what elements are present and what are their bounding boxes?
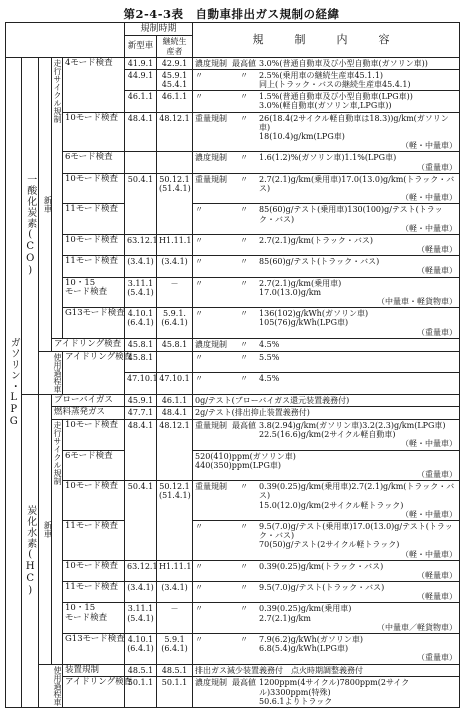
test-mode: アイドリング検査 xyxy=(63,677,125,708)
vehicle-class-note: （軽・中量車） xyxy=(401,193,457,203)
regulation-basis: 〃 xyxy=(240,374,249,384)
regulation-kind: 重量規制 xyxy=(195,174,228,184)
regulation-content xyxy=(193,308,460,339)
continued-date: 5.9.1 (6.4.1) xyxy=(157,634,193,665)
new-model-date: 50.4.1 xyxy=(125,481,157,561)
test-mode: 10モード検査 xyxy=(63,560,125,581)
table-row xyxy=(6,112,460,152)
table-row xyxy=(6,560,460,581)
regulation-content xyxy=(193,152,460,173)
test-mode: 10・15 モード検査 xyxy=(63,603,125,634)
regulation-content xyxy=(193,204,460,235)
regulation-text: 2.7(2.1)g/km(トラック・バス) xyxy=(259,235,374,245)
regulation-content xyxy=(193,450,460,481)
table-row xyxy=(6,677,460,708)
continued-date xyxy=(157,152,193,173)
regulation-text: 4.5% xyxy=(259,374,280,384)
continued-date xyxy=(157,351,193,373)
regulation-text: 2g/テスト(排出抑止装置義務付) xyxy=(195,408,310,418)
new-model-date: 3.11.1 (5.4.1) xyxy=(125,277,157,308)
new-model-date xyxy=(125,152,157,173)
vehicle-class-note: （軽・中量車） xyxy=(401,509,457,519)
continued-date: 50.12.1 (51.4.1) xyxy=(157,173,193,234)
test-mode: 11モード検査 xyxy=(63,204,125,235)
regulation-kind: 〃 xyxy=(195,70,204,80)
new-model-date: 44.9.1 xyxy=(125,69,157,90)
new-model-date: 48.4.1 xyxy=(125,420,157,481)
new-model-date: 48.4.1 xyxy=(125,112,157,152)
new-vehicle-label: 新車 xyxy=(39,57,52,351)
continued-date: 48.12.1 xyxy=(157,112,193,152)
regulation-basis: 〃 xyxy=(240,113,249,123)
new-vehicle-label: 新車 xyxy=(39,394,52,664)
test-mode: 11モード検査 xyxy=(63,520,125,560)
new-model-date: 46.1.1 xyxy=(125,91,157,112)
regulation-basis: 〃 xyxy=(240,92,249,102)
test-mode: アイドリング検査 xyxy=(63,351,125,394)
new-model-date: (3.4.1) xyxy=(125,582,157,603)
vehicle-class-note: （軽量車） xyxy=(417,245,457,255)
table-row xyxy=(6,351,460,373)
new-model-date: 50.1.1 xyxy=(125,677,157,708)
regulation-content xyxy=(193,173,460,204)
regulation-kind: 濃度規制 xyxy=(195,678,228,688)
regulation-kind: 重量規制 xyxy=(195,113,228,123)
table-row xyxy=(6,582,460,603)
regulation-kind: 〃 xyxy=(195,635,204,645)
test-mode: 6モード検査 xyxy=(63,152,125,173)
cycle-label: 走行サイクル規制 xyxy=(52,420,63,665)
vehicle-class-note: （重量車） xyxy=(417,162,457,172)
test-mode: アイドリング検査 xyxy=(52,338,125,351)
regulation-kind: 〃 xyxy=(195,521,204,531)
regulation-content xyxy=(193,234,460,255)
regulation-basis: 〃 xyxy=(240,352,249,362)
new-model-date: 45.8.1 xyxy=(125,338,157,351)
test-mode: 10・15 モード検査 xyxy=(63,277,125,308)
regulation-basis: 〃 xyxy=(240,309,249,319)
new-model-date: 63.12.1 xyxy=(125,234,157,255)
test-mode: 燃料蒸発ガス xyxy=(52,407,125,420)
header-row xyxy=(6,23,460,36)
regulation-basis: 最高値 xyxy=(232,678,257,688)
cycle-label: 走行サイクル規制 xyxy=(52,57,63,338)
regulation-kind: 濃度規制 xyxy=(195,153,228,163)
test-mode: 装置規制 xyxy=(63,664,125,677)
regulation-basis: 〃 xyxy=(240,205,249,215)
regulation-text: 85(60)g/テスト(トラック・バス) xyxy=(259,257,380,267)
new-model-date: 47.7.1 xyxy=(125,407,157,420)
regulation-kind: 〃 xyxy=(195,352,204,362)
continued-date: 45.8.1 xyxy=(157,338,193,351)
continued-date: 47.10.1 xyxy=(157,373,193,395)
regulation-text: 9.5(7.0)g/テスト(乗用車)17.0(13.0)g/テスト(トラック・バス) 70(50)g/テスト(2サイクル軽トラック) xyxy=(259,521,453,550)
regulation-content xyxy=(193,112,460,152)
regulation-kind: 〃 xyxy=(195,257,204,267)
regulation-text: 2.5%(乗用車の継続生産車45.1.1) 同上(トラック・バスの継続生産車45.4.1) xyxy=(259,70,411,90)
new-model-date: 4.10.1 (6.4.1) xyxy=(125,634,157,665)
regulation-basis: 〃 xyxy=(240,521,249,531)
regulation-content xyxy=(193,57,460,69)
regulation-kind: 〃 xyxy=(195,309,204,319)
vehicle-class-note: （重量車） xyxy=(417,653,457,663)
new-model-date: 45.9.1 xyxy=(125,394,157,407)
table-row xyxy=(6,481,460,521)
vehicle-class-note: （重量車） xyxy=(417,470,457,480)
regulation-content xyxy=(193,394,460,407)
regulation-text: 0.39(0.25)g/km(乗用車) 2.7(2.1)g/km xyxy=(259,604,352,623)
regulation-content xyxy=(193,256,460,277)
vehicle-class-note: （軽・中量車） xyxy=(401,549,457,559)
regulation-kind: 濃度規制 xyxy=(195,58,228,68)
regulation-text: 2.7(2.1)g/km(乗用車) 17.0(13.0)g/km xyxy=(259,278,342,297)
table-row xyxy=(6,204,460,235)
test-mode: 10モード検査 xyxy=(63,420,125,451)
table-row xyxy=(6,520,460,560)
regulation-text: 136(102)g/kWh(ガソリン車) 105(76)g/kWh(LPG車) xyxy=(259,309,369,328)
test-mode: 10モード検査 xyxy=(63,112,125,152)
continued-date: (3.4.1) xyxy=(157,582,193,603)
table-row xyxy=(6,152,460,173)
regulation-text: 排出ガス減少装置義務付 点火時期調整義務付 xyxy=(195,665,364,675)
continued-date: 50.1.1 xyxy=(157,677,193,708)
pollutant-label: 炭化水素(HC) xyxy=(22,394,39,707)
regulation-text: 26(18.4(2サイクル軽自動車は18.3))g/km(ガソリン車) 18(10.4)g/km(LPG車) xyxy=(259,113,449,142)
continued-date: 48.12.1 xyxy=(157,420,193,481)
regulation-text: 2.7(2.1)g/km(乗用車)17.0(13.0)g/km(トラック・バス) xyxy=(259,174,455,193)
new-model-date: 47.10.1 xyxy=(125,373,157,395)
table-row xyxy=(6,277,460,308)
regulation-kind: 〃 xyxy=(195,92,204,102)
regulation-text: 1.5%(普通自動車及び小型自動車(LPG車)) 3.0%(軽自動車(ガソリン車,LPG車)) xyxy=(259,92,413,111)
regulation-text: 0.39(0.25)g/km(乗用車)2.7(2.1)g/km(トラック・バス) 15.0(12.0)g/km(2サイクル軽トラック) xyxy=(259,482,455,510)
regulation-basis: 〃 xyxy=(240,278,249,288)
regulation-basis: 〃 xyxy=(240,339,249,349)
regulation-kind: 〃 xyxy=(195,604,204,614)
regulation-text: 0g/テスト(ブローバイガス還元装置義務付) xyxy=(195,395,350,405)
regulation-kind: 濃度規制 xyxy=(195,339,228,349)
fuel-label: ガソリン・LPG xyxy=(6,57,22,707)
table-row xyxy=(6,173,460,204)
header-content: 規 制 内 容 xyxy=(193,23,460,58)
table-row xyxy=(6,394,460,407)
vehicle-class-note: （重量車） xyxy=(417,327,457,337)
test-mode: 11モード検査 xyxy=(63,256,125,277)
regulation-kind: 〃 xyxy=(195,205,204,215)
regulation-text: 3.0%(普通自動車及び小型自動車(ガソリン車)) xyxy=(259,58,428,68)
used-vehicle-label: 使用過程車 xyxy=(39,351,63,394)
regulation-text: 520(410)ppm(ガソリン車) 440(350)ppm(LPG車) xyxy=(195,451,296,470)
table-row xyxy=(6,234,460,255)
header-new-model: 新型車 xyxy=(125,36,157,57)
regulation-content xyxy=(193,351,460,373)
table-row xyxy=(6,57,460,69)
continued-date: 48.5.1 xyxy=(157,664,193,677)
regulation-content xyxy=(193,277,460,308)
regulation-content xyxy=(193,373,460,395)
regulation-text: 3.8(2.94)g/km(ガソリン車)3.2(2.3)g/km(LPG車) 22.5(16.6)g/km(2サイクル軽自動車) xyxy=(259,421,446,440)
regulation-basis: 〃 xyxy=(240,604,249,614)
regulation-content xyxy=(193,91,460,112)
new-model-date: 45.8.1 xyxy=(125,351,157,373)
regulation-basis: 〃 xyxy=(240,153,249,163)
new-model-date: 3.11.1 (5.4.1) xyxy=(125,603,157,634)
test-mode: 6モード検査 xyxy=(63,450,125,481)
regulation-content xyxy=(193,481,460,521)
continued-date: 48.4.1 xyxy=(157,407,193,420)
regulation-content xyxy=(193,520,460,560)
continued-date: 45.9.1 45.4.1 xyxy=(157,69,193,90)
new-model-date: 63.12.1 xyxy=(125,560,157,581)
pollutant-label: 一酸化炭素(CO) xyxy=(22,57,39,394)
regulation-content xyxy=(193,69,460,90)
regulation-text: 0.39(0.25)g/km(トラック・バス) xyxy=(259,561,384,571)
continued-date: 50.12.1 (51.4.1) xyxy=(157,481,193,561)
continued-date: 46.1.1 xyxy=(157,91,193,112)
continued-date: 42.9.1 xyxy=(157,57,193,69)
vehicle-class-note: （軽・中量車） xyxy=(401,439,457,449)
vehicle-class-note: （中量車・軽貨物車） xyxy=(377,297,457,307)
regulation-basis: 〃 xyxy=(240,257,249,267)
regulation-text: 85(60)g/テスト(乗用車)130(100)g/テスト(トラック・バス) xyxy=(259,205,443,224)
table-row xyxy=(6,634,460,665)
regulation-kind: 〃 xyxy=(195,278,204,288)
test-mode: ブローバイガス xyxy=(52,394,125,407)
regulation-basis: 最高値 xyxy=(232,421,257,431)
table-row xyxy=(6,664,460,677)
table-row xyxy=(6,338,460,351)
regulation-kind: 重量規制 xyxy=(195,482,228,492)
continued-date: － xyxy=(157,603,193,634)
test-mode: G13モード検査 xyxy=(63,308,125,339)
regulation-kind: 〃 xyxy=(195,561,204,571)
regulation-content xyxy=(193,603,460,634)
vehicle-class-note: （軽量車） xyxy=(417,592,457,602)
table-row xyxy=(6,450,460,481)
regulation-text: 5.5% xyxy=(259,352,280,362)
regulation-table xyxy=(5,22,460,708)
regulation-content xyxy=(193,664,460,677)
test-mode: 10モード検査 xyxy=(63,173,125,204)
regulation-basis: 〃 xyxy=(240,635,249,645)
page-title: 第2-4-3表 自動車排出ガス規制の経緯 xyxy=(123,7,340,21)
regulation-basis: 〃 xyxy=(240,174,249,184)
vehicle-class-note: （軽・中量車） xyxy=(401,141,457,151)
regulation-content xyxy=(193,420,460,451)
regulation-kind: 〃 xyxy=(195,374,204,384)
header-period: 規制時期 xyxy=(125,23,193,36)
test-mode: 4モード検査 xyxy=(63,57,125,112)
continued-date: H1.11.1 xyxy=(157,560,193,581)
table-row xyxy=(6,308,460,339)
new-model-date: 48.5.1 xyxy=(125,664,157,677)
regulation-kind: 重量規制 xyxy=(195,421,228,431)
new-model-date: 4.10.1 (6.4.1) xyxy=(125,308,157,339)
regulation-text: 7.9(6.2)g/kWh(ガソリン車) 6.8(5.4)g/kWh(LPG車) xyxy=(259,635,363,654)
new-model-date: (3.4.1) xyxy=(125,256,157,277)
regulation-basis: 〃 xyxy=(240,235,249,245)
test-mode: G13モード検査 xyxy=(63,634,125,665)
regulation-content xyxy=(193,560,460,581)
test-mode: 10モード検査 xyxy=(63,481,125,521)
table-row xyxy=(6,420,460,451)
regulation-basis: 〃 xyxy=(240,561,249,571)
continued-date: (3.4.1) xyxy=(157,256,193,277)
regulation-content xyxy=(193,634,460,665)
regulation-content xyxy=(193,407,460,420)
regulation-content xyxy=(193,677,460,708)
continued-date: 46.1.1 xyxy=(157,394,193,407)
continued-date: － xyxy=(157,277,193,308)
regulation-kind: 〃 xyxy=(195,235,204,245)
vehicle-class-note: （軽量車） xyxy=(417,266,457,276)
new-model-date: 50.4.1 xyxy=(125,173,157,234)
regulation-basis: 〃 xyxy=(240,482,249,492)
new-model-date: 41.9.1 xyxy=(125,57,157,69)
used-vehicle-label: 使用過程車 xyxy=(39,664,63,707)
table-row xyxy=(6,407,460,420)
regulation-basis: 〃 xyxy=(240,583,249,593)
continued-date: H1.11.1 xyxy=(157,234,193,255)
regulation-basis: 最高値 xyxy=(232,58,257,68)
regulation-content xyxy=(193,582,460,603)
continued-date: 5.9.1. (6.4.1) xyxy=(157,308,193,339)
header-continued: 継続生産者 xyxy=(157,36,193,57)
table-row xyxy=(6,603,460,634)
regulation-basis: 〃 xyxy=(240,70,249,80)
table-row xyxy=(6,256,460,277)
test-mode: 10モード検査 xyxy=(63,234,125,255)
regulation-text: 9.5(7.0)g/テスト(トラック・バス) xyxy=(259,583,385,593)
regulation-kind: 〃 xyxy=(195,583,204,593)
vehicle-class-note: （中量車／軽貨物車） xyxy=(377,622,457,632)
regulation-text: 1.6(1.2)%(ガソリン車)1.1%(LPG車) xyxy=(259,153,397,163)
regulation-text: 1200ppm(4サイクル)7800ppm(2サイクル)3300ppm(特殊) 50.6.1よりトラック xyxy=(259,678,410,706)
vehicle-class-note: （軽・中量車） xyxy=(401,223,457,233)
regulation-text: 4.5% xyxy=(259,339,280,349)
vehicle-class-note: （軽量車） xyxy=(417,570,457,580)
regulation-content xyxy=(193,338,460,351)
test-mode: 11モード検査 xyxy=(63,582,125,603)
